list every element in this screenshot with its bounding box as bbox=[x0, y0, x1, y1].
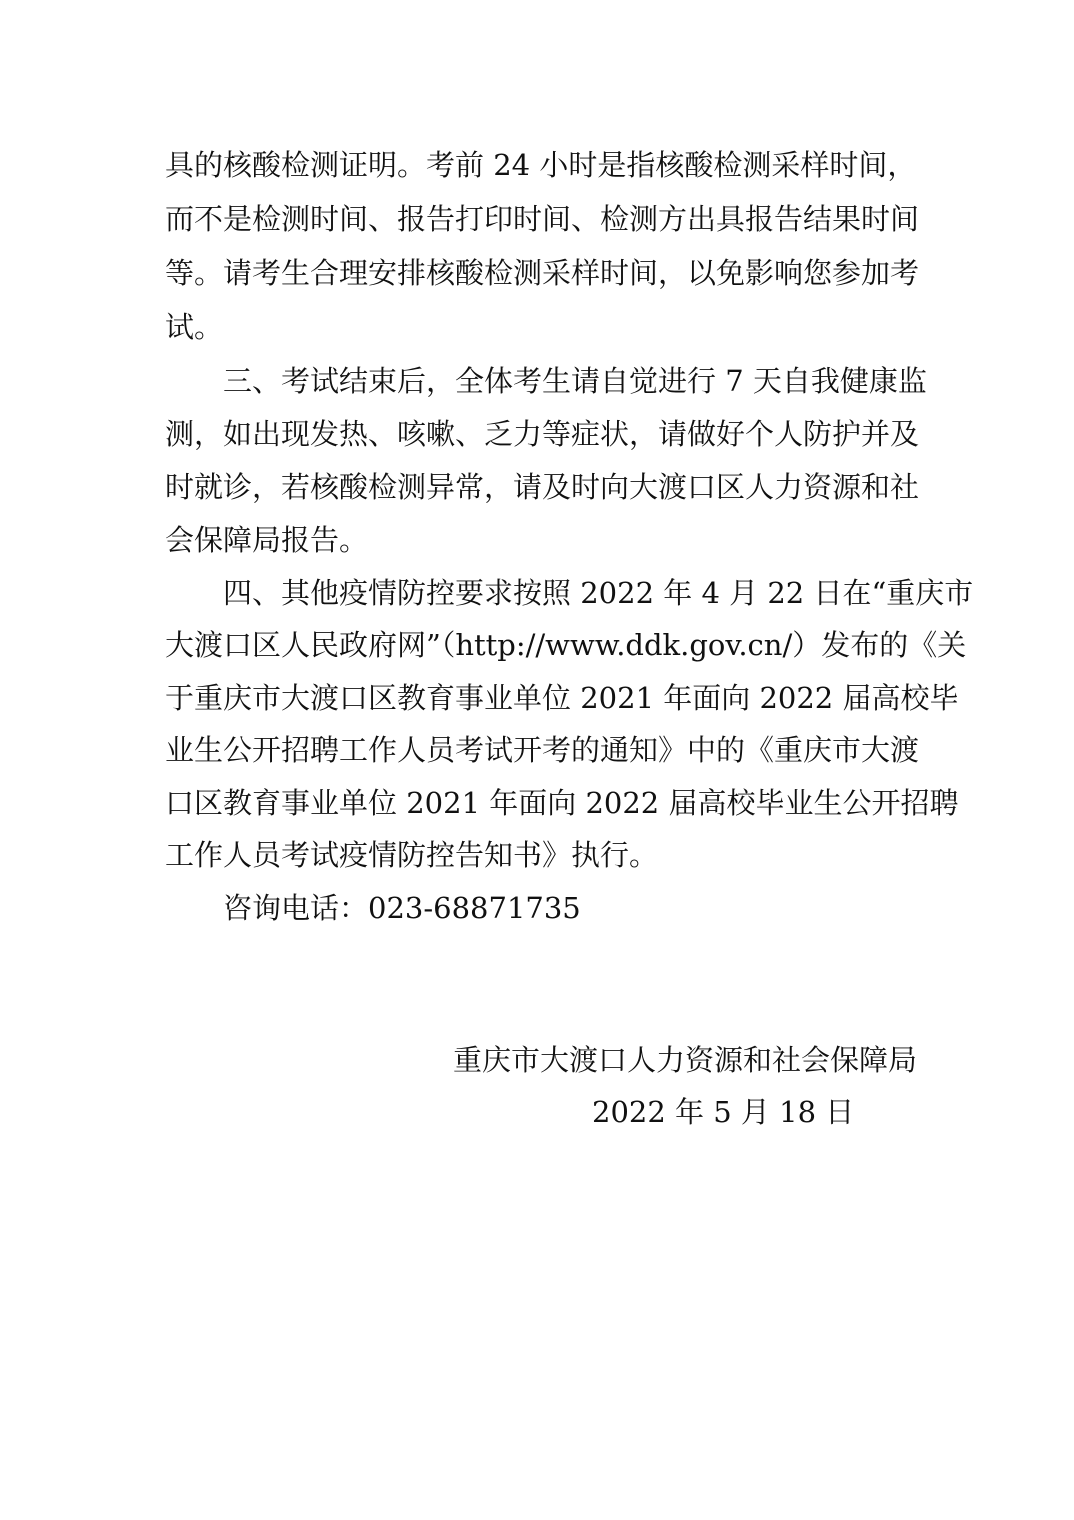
paragraph-3-line-1: 四、其他疫情防控要求按照 2022 年 4 月 22 日在“重庆市 bbox=[223, 576, 974, 610]
paragraph-1-line-3: 等。请考生合理安排核酸检测采样时间，以免影响您参加考 bbox=[165, 256, 920, 290]
paragraph-1-line-4: 试。 bbox=[165, 310, 224, 344]
signature-organization: 重庆市大渡口人力资源和社会保障局 bbox=[453, 1043, 918, 1077]
paragraph-1-line-1: 具的核酸检测证明。考前 24 小时是指核酸检测采样时间， bbox=[165, 148, 917, 182]
paragraph-2-line-2: 测，如出现发热、咳嗽、乏力等症状，请做好个人防护并及 bbox=[165, 417, 920, 451]
consult-phone: 咨询电话：023-68871735 bbox=[223, 891, 581, 925]
paragraph-1-line-2: 而不是检测时间、报告打印时间、检测方出具报告结果时间 bbox=[165, 202, 920, 236]
paragraph-3-line-6: 工作人员考试疫情防控告知书》执行。 bbox=[165, 838, 659, 872]
signature-date: 2022 年 5 月 18 日 bbox=[592, 1095, 855, 1129]
paragraph-3-line-4: 业生公开招聘工作人员考试开考的通知》中的《重庆市大渡 bbox=[165, 733, 920, 767]
paragraph-2-line-1: 三、考试结束后，全体考生请自觉进行 7 天自我健康监 bbox=[223, 364, 927, 398]
paragraph-2-line-4: 会保障局报告。 bbox=[165, 523, 369, 557]
paragraph-2-line-3: 时就诊，若核酸检测异常，请及时向大渡口区人力资源和社 bbox=[165, 470, 920, 504]
paragraph-3-line-3: 于重庆市大渡口区教育事业单位 2021 年面向 2022 届高校毕 bbox=[165, 681, 959, 715]
paragraph-3-line-5: 口区教育事业单位 2021 年面向 2022 届高校毕业生公开招聘 bbox=[165, 786, 959, 820]
paragraph-3-line-2: 大渡口区人民政府网”（http://www.ddk.gov.cn/）发布的《关 bbox=[165, 628, 967, 662]
